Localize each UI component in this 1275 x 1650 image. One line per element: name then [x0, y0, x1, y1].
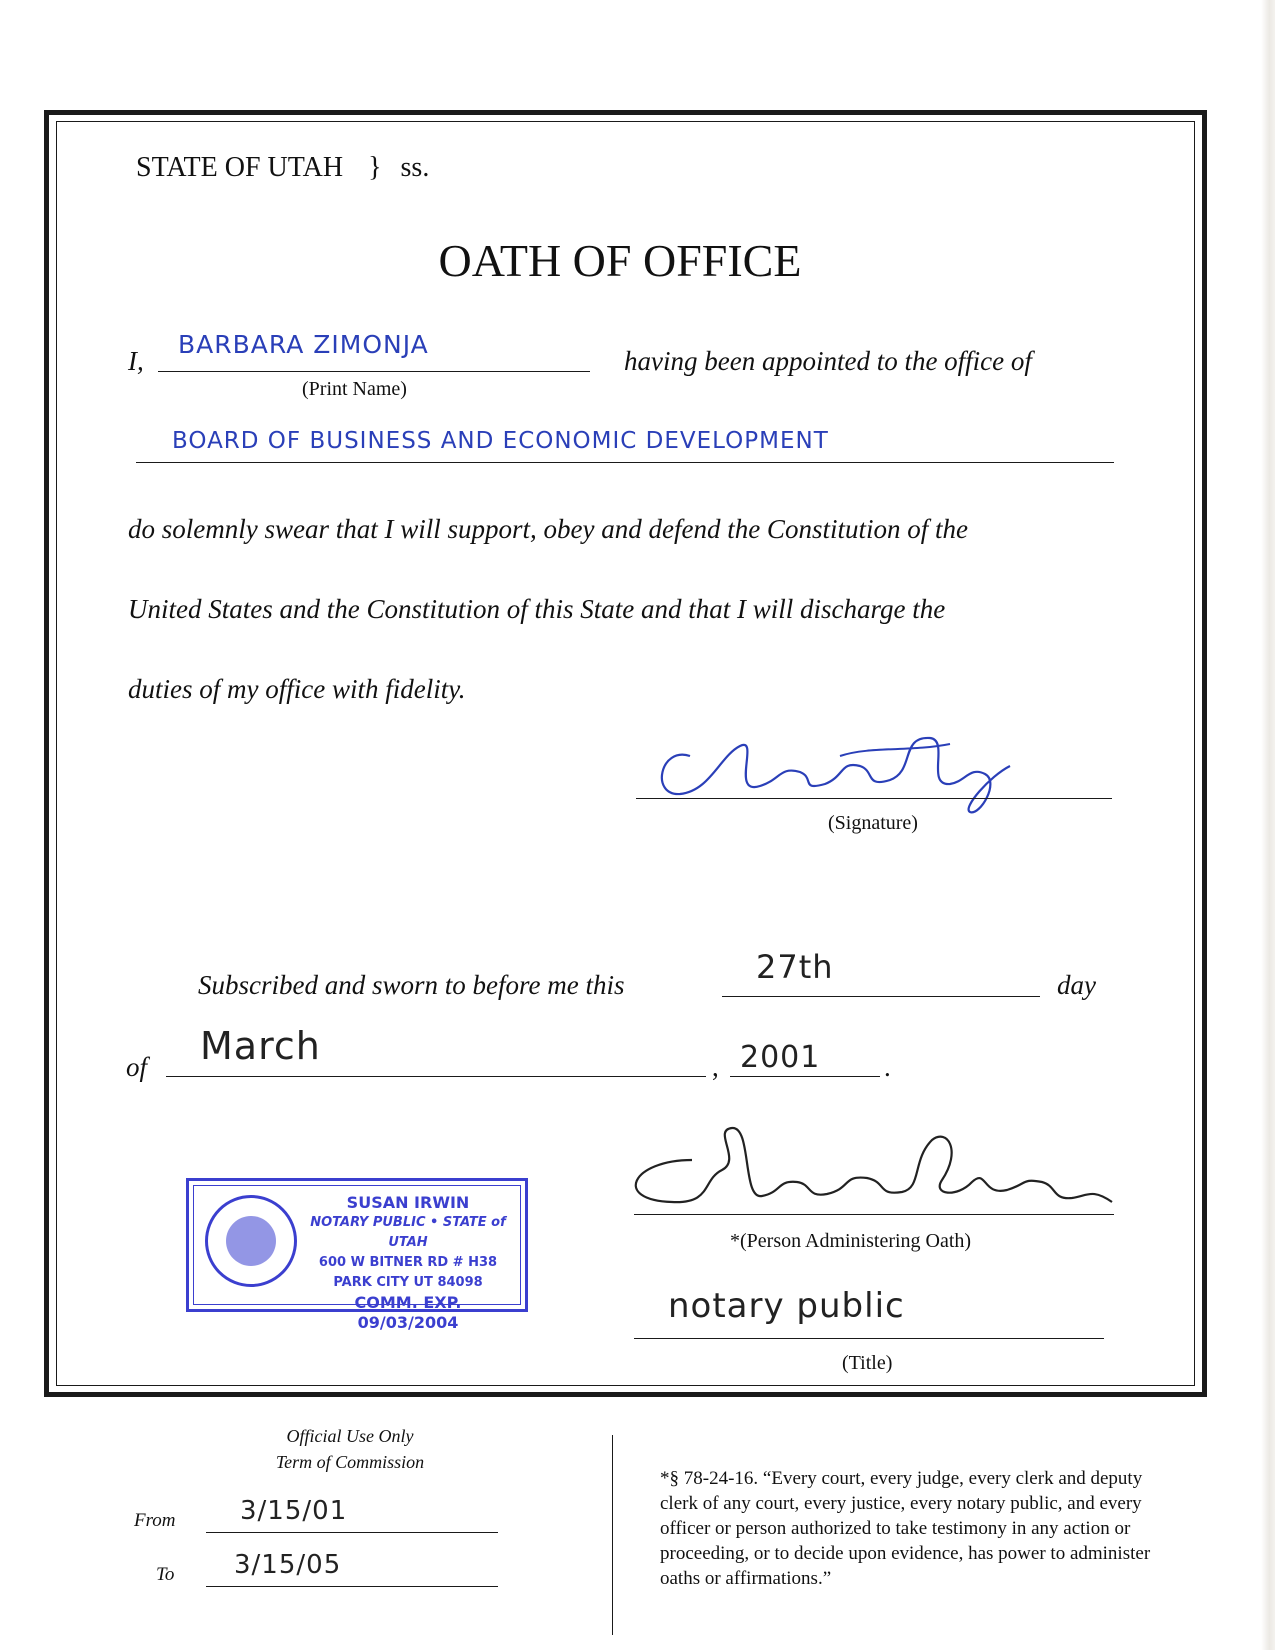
stamp-text [305, 1193, 511, 1333]
page-title: OATH OF OFFICE [438, 235, 802, 286]
state-seal-icon [205, 1195, 297, 1287]
notary-stamp [186, 1178, 528, 1332]
oath-line-1: do solemnly swear that I will support, obey and defend the Constitution of the [128, 514, 968, 544]
month-underline [166, 1076, 706, 1077]
appointed-text: having been appointed to the office of [624, 346, 1032, 376]
day-word: day [1057, 970, 1096, 1000]
brace: } [368, 152, 382, 183]
ss-abbrev: ss. [400, 152, 430, 183]
statute-text: *§ 78-24-16. “Every court, every judge, every clerk and deputy clerk of any court, every justice, every notary public, and every officer or person authorized to take testimony in any action or proceeding, or to decide upon evidence, has power to administer oaths or affirmations.” [660, 1468, 1151, 1589]
administrator-underline [634, 1214, 1114, 1215]
year-period: . [884, 1052, 891, 1082]
state-name: STATE OF UTAH [136, 152, 344, 183]
office-underline [136, 462, 1114, 463]
administrator-caption: *(Person Administering Oath) [730, 1230, 972, 1252]
handwritten-month: March [200, 1024, 321, 1068]
footer-divider [612, 1435, 613, 1635]
handwritten-to-date: 3/15/05 [234, 1550, 342, 1580]
handwritten-title: notary public [668, 1286, 905, 1326]
to-label: To [156, 1564, 175, 1585]
from-underline [206, 1532, 498, 1533]
stamp-line-2: 600 W BITNER RD # H38 [318, 1255, 498, 1270]
state-heading [136, 152, 429, 184]
year-underline [730, 1076, 880, 1077]
official-use-heading: Official Use Only [286, 1426, 414, 1446]
stamp-line-4: COMM. EXP. 09/03/2004 [354, 1293, 462, 1332]
stamp-line-1: NOTARY PUBLIC • STATE of UTAH [310, 1215, 506, 1250]
handwritten-signature [650, 716, 1050, 826]
handwritten-name: BARBARA ZIMONJA [178, 330, 429, 359]
signature-underline [636, 798, 1112, 799]
name-prefix: I, [128, 346, 144, 376]
name-underline [158, 371, 590, 372]
title-underline [634, 1338, 1104, 1339]
handwritten-from-date: 3/15/01 [240, 1496, 348, 1526]
title-caption: (Title) [842, 1352, 893, 1374]
stamp-line-3: PARK CITY UT 84098 [333, 1275, 483, 1290]
handwritten-day: 27th [756, 948, 834, 986]
oath-line-2: United States and the Constitution of this State and that I will discharge the [128, 594, 946, 624]
seal-emblem [226, 1216, 276, 1266]
stamp-name: SUSAN IRWIN [346, 1193, 470, 1212]
term-heading: Term of Commission [275, 1452, 425, 1472]
day-underline [722, 996, 1040, 997]
to-underline [206, 1586, 498, 1587]
handwritten-office: BOARD OF BUSINESS AND ECONOMIC DEVELOPMENT [172, 428, 829, 454]
oath-line-3: duties of my office with fidelity. [128, 674, 466, 704]
paper-edge [1261, 0, 1275, 1650]
of-word: of [126, 1052, 148, 1082]
handwritten-year: 2001 [740, 1040, 821, 1075]
signature-caption: (Signature) [828, 812, 918, 834]
from-label: From [134, 1510, 176, 1531]
month-comma: , [712, 1052, 719, 1082]
sworn-text: Subscribed and sworn to before me this [198, 970, 625, 1000]
print-name-caption: (Print Name) [302, 378, 407, 400]
